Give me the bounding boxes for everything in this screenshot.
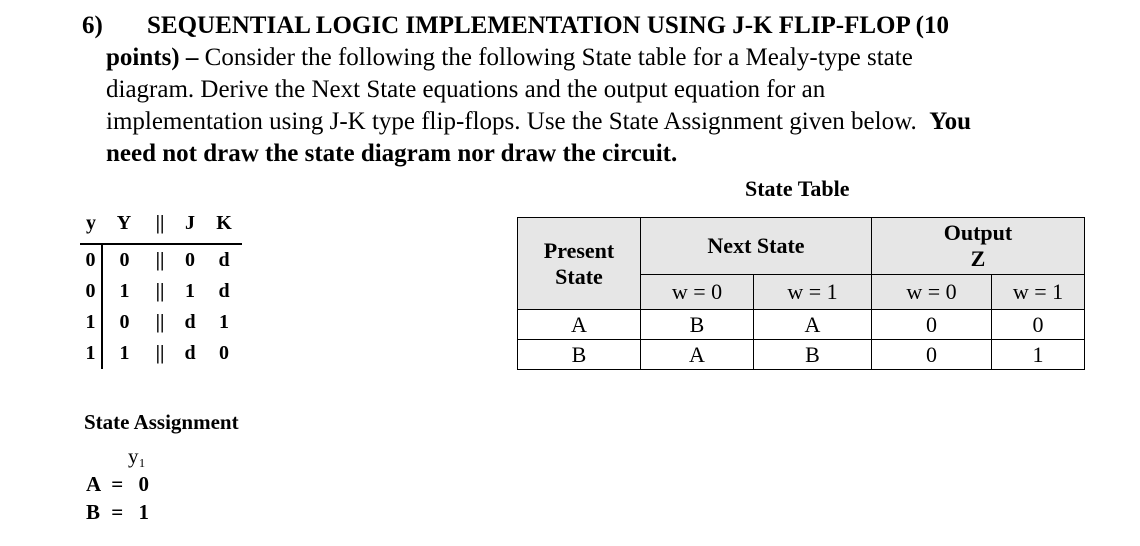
question-number: 6) bbox=[82, 12, 103, 39]
jk-header-y: y bbox=[86, 212, 96, 234]
jk-cell: || bbox=[155, 249, 165, 271]
jk-row bbox=[80, 307, 242, 338]
jk-cell: || bbox=[155, 280, 165, 302]
output-w0-cell: 0 bbox=[872, 310, 992, 340]
next-w0-header: w = 0 bbox=[641, 275, 754, 310]
output-w0-header: w = 0 bbox=[872, 275, 992, 310]
question-line-2-text: Consider the following the following State table for a Mealy-type state bbox=[198, 44, 913, 71]
question-line-3: diagram. Derive the Next State equations and the output equation for an bbox=[106, 76, 826, 103]
jk-cell: 0 bbox=[185, 249, 195, 271]
output-w1-cell: 1 bbox=[992, 340, 1085, 370]
jk-row bbox=[80, 276, 242, 307]
state-table-row bbox=[518, 310, 1085, 340]
state-name: B bbox=[86, 500, 101, 524]
jk-cell: 0 bbox=[85, 249, 96, 271]
jk-row bbox=[80, 338, 242, 369]
jk-cell: 0 bbox=[102, 245, 146, 276]
jk-cell: d bbox=[218, 280, 230, 302]
question-line-4-text: implementation using J-K type flip-flops. Use the State Assignment given below. bbox=[106, 108, 917, 135]
next-state-w1-cell: B bbox=[754, 340, 872, 370]
jk-row bbox=[80, 245, 242, 276]
state-code: 0 bbox=[138, 472, 149, 496]
jk-cell: 1 bbox=[85, 342, 96, 364]
jk-cell: || bbox=[155, 311, 165, 333]
state-table bbox=[517, 217, 1085, 370]
question-line-4 bbox=[106, 106, 971, 138]
state-assignment-row bbox=[86, 500, 149, 525]
present-state-cell: B bbox=[518, 340, 641, 370]
next-state-w0-cell: A bbox=[641, 340, 754, 370]
output-header bbox=[872, 218, 1085, 275]
output-w1-cell: 0 bbox=[992, 310, 1085, 340]
jk-header-Y: Y bbox=[116, 212, 132, 234]
jk-header-J: J bbox=[185, 212, 195, 234]
state-table-title: State Table bbox=[745, 176, 850, 201]
jk-cell: d bbox=[184, 311, 196, 333]
state-assignment-row bbox=[86, 472, 149, 497]
question-line-4-bold: You bbox=[929, 108, 971, 135]
jk-excitation-table bbox=[80, 210, 242, 369]
jk-cell: 1 bbox=[185, 280, 195, 302]
output-w0-cell: 0 bbox=[872, 340, 992, 370]
next-state-header: Next State bbox=[641, 218, 872, 275]
jk-cell: || bbox=[155, 342, 165, 364]
state-code: 1 bbox=[138, 500, 149, 524]
next-state-w1-cell: A bbox=[754, 310, 872, 340]
state-table-row bbox=[518, 340, 1085, 370]
state-table-header-row bbox=[518, 218, 1085, 275]
points-label: points) – bbox=[106, 44, 199, 71]
equals-sign: = bbox=[111, 500, 124, 524]
jk-cell: 0 bbox=[219, 342, 229, 364]
output-label: Output bbox=[943, 220, 1013, 245]
next-w1-header: w = 1 bbox=[754, 275, 872, 310]
jk-cell: 1 bbox=[102, 276, 146, 307]
jk-cell: 0 bbox=[102, 307, 146, 338]
present-state-header: Present State bbox=[518, 218, 641, 310]
question-line-2 bbox=[106, 42, 913, 74]
jk-cell: 0 bbox=[85, 280, 96, 302]
jk-cell: d bbox=[218, 249, 230, 271]
jk-cell: 1 bbox=[102, 338, 146, 369]
jk-cell: d bbox=[184, 342, 196, 364]
state-assignment-title: State Assignment bbox=[84, 410, 239, 434]
next-state-w0-cell: B bbox=[641, 310, 754, 340]
output-w1-header: w = 1 bbox=[992, 275, 1085, 310]
output-variable: Z bbox=[970, 246, 986, 271]
question-line-5: need not draw the state diagram nor draw the circuit. bbox=[106, 140, 678, 167]
jk-cell: 1 bbox=[85, 311, 96, 333]
state-assignment bbox=[84, 410, 239, 524]
state-variable-label: y₁ bbox=[128, 444, 146, 468]
jk-cell: 1 bbox=[219, 311, 229, 333]
state-name: A bbox=[86, 472, 101, 496]
present-state-cell: A bbox=[518, 310, 641, 340]
jk-header-separator: || bbox=[155, 212, 165, 234]
jk-header-row bbox=[80, 210, 242, 244]
jk-header-K: K bbox=[216, 212, 232, 234]
question-title: SEQUENTIAL LOGIC IMPLEMENTATION USING J-K FLIP-FLOP (10 bbox=[147, 12, 949, 39]
equals-sign: = bbox=[111, 472, 124, 496]
